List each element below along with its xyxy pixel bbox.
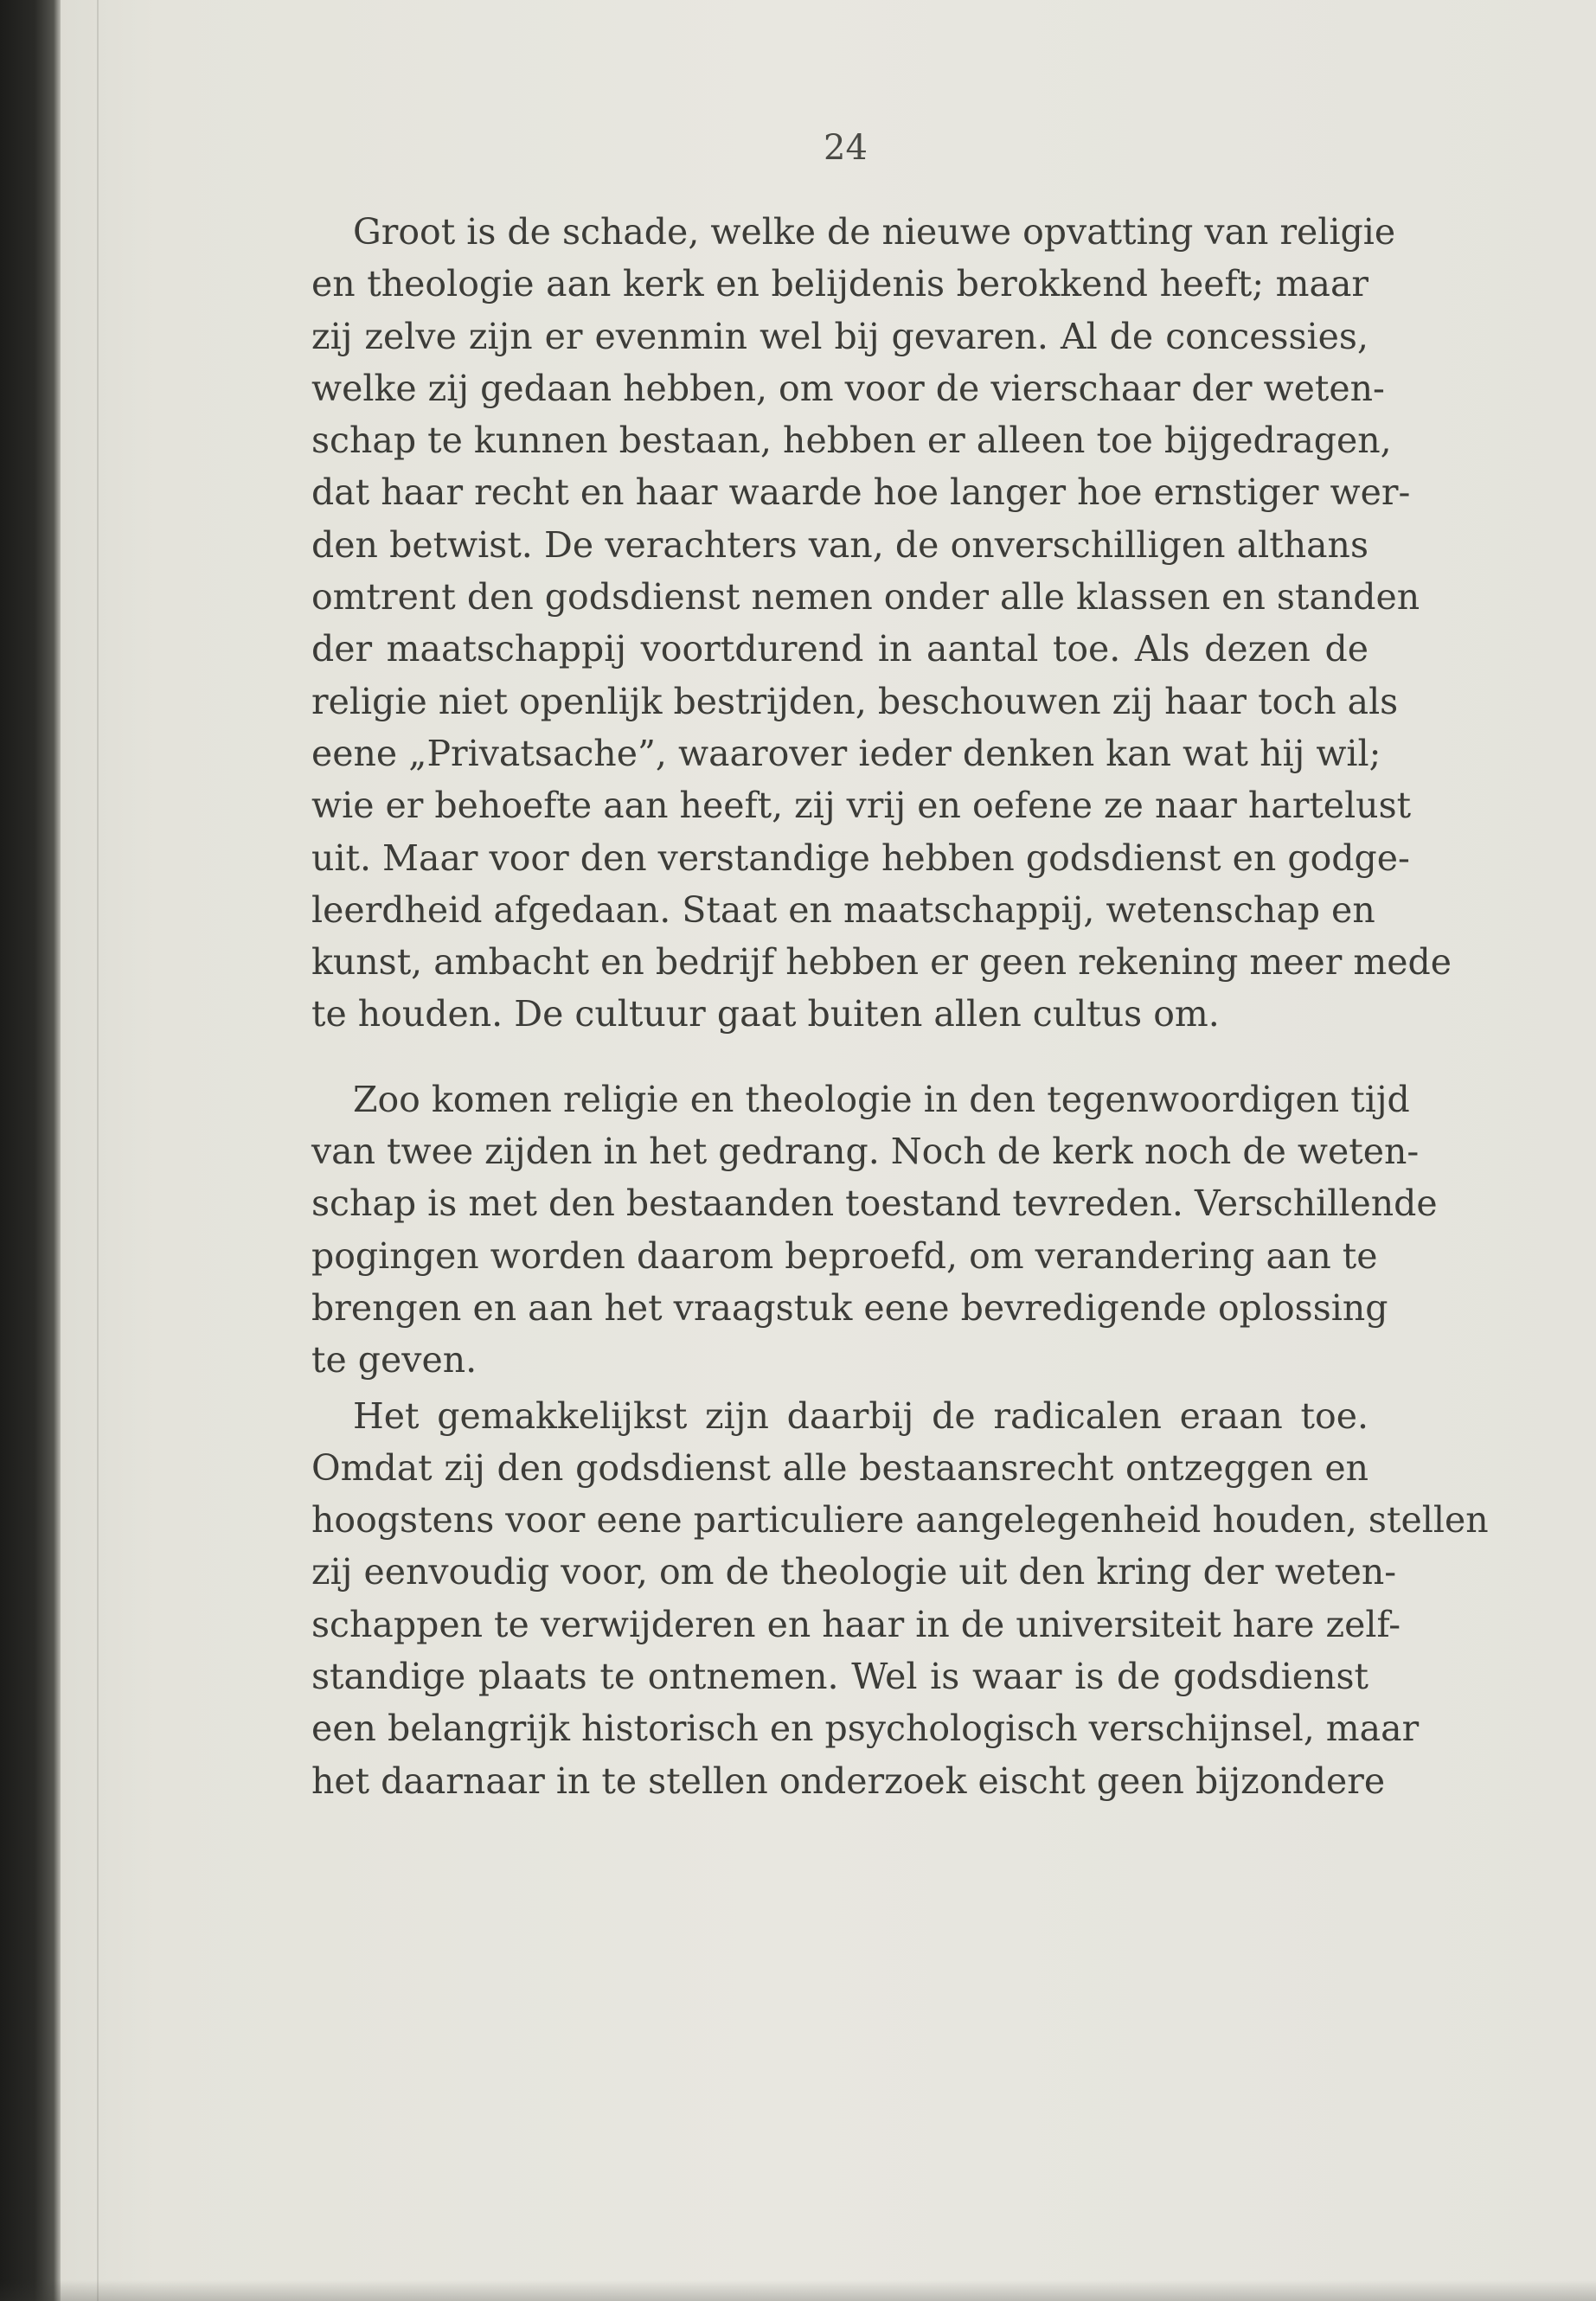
paragraph-3 (311, 1390, 1489, 1807)
paragraph-2 (311, 1074, 1438, 1387)
text-line: religie niet openlijk bestrijden, beschouwen zij haar toch als (311, 680, 1399, 722)
page-number: 24 (824, 128, 868, 168)
text-line: Zoo komen religie en theologie in den tegenwoordigen tijd (353, 1078, 1410, 1120)
text-line: te geven. (311, 1339, 478, 1381)
text-line: wie er behoefte aan heeft, zij vrij en oefene ze naar hartelust (311, 785, 1412, 827)
text-line: der maatschappij voortdurend in aantal toe. Als dezen de (311, 628, 1368, 670)
text-line: te houden. De cultuur gaat buiten allen cultus om. (311, 993, 1220, 1035)
text-line: kunst, ambacht en bedrijf hebben er geen rekening meer mede (311, 941, 1452, 984)
body-text (311, 206, 1489, 1807)
text-line: leerdheid afgedaan. Staat en maatschappij, wetenschap en (311, 888, 1375, 931)
text-line: eene „Privatsache”, waarover ieder denken kan wat hij wil; (311, 732, 1381, 774)
text-line: zij zelve zijn er evenmin wel bij gevaren. Al de concessies, (311, 315, 1368, 357)
text-line: schap te kunnen bestaan, hebben er alleen toe bijgedragen, (311, 420, 1392, 462)
text-line: hoogstens voor eene particuliere aangelegenheid houden, stellen (311, 1499, 1489, 1541)
book-spine-shadow (0, 0, 61, 2301)
text-line: dat haar recht en haar waarde hoe langer hoe ernstiger wer- (311, 471, 1411, 514)
text-line: schap is met den bestaanden toestand tevreden. Verschillende (311, 1183, 1438, 1225)
text-line: welke zij gedaan hebben, om voor de vierschaar der weten- (311, 367, 1385, 409)
paragraph-1 (311, 206, 1452, 1041)
text-line: Het gemakkelijkst zijn daarbij de radicalen eraan toe. (353, 1394, 1368, 1437)
text-line: van twee zijden in het gedrang. Noch de kerk noch de weten- (311, 1131, 1420, 1173)
text-line: schappen te verwijderen en haar in de universiteit hare zelf- (311, 1603, 1401, 1645)
gutter-line (97, 0, 99, 2301)
text-line: brengen en aan het vraagstuk eene bevredigende oplossing (311, 1286, 1388, 1329)
text-line: pogingen worden daarom beproefd, om verandering aan te (311, 1234, 1378, 1277)
text-line: den betwist. De verachters van, de onverschilligen althans (311, 523, 1368, 566)
text-line: het daarnaar in te stellen onderzoek eischt geen bijzondere (311, 1759, 1386, 1802)
text-line: een belangrijk historisch en psychologisch verschijnsel, maar (311, 1708, 1420, 1750)
text-line: Groot is de schade, welke de nieuwe opvatting van religie (353, 211, 1396, 253)
text-line: zij eenvoudig voor, om de theologie uit den kring der weten- (311, 1551, 1397, 1593)
text-line: uit. Maar voor den verstandige hebben godsdienst en godge- (311, 836, 1410, 879)
text-line: standige plaats te ontnemen. Wel is waar is de godsdienst (311, 1656, 1368, 1698)
text-line: en theologie aan kerk en belijdenis berokkend heeft; maar (311, 263, 1368, 305)
text-line: Omdat zij den godsdienst alle bestaansrecht ontzeggen en (311, 1446, 1368, 1489)
text-line: omtrent den godsdienst nemen onder alle klassen en standen (311, 576, 1420, 619)
bottom-edge-shadow (0, 2280, 1596, 2301)
